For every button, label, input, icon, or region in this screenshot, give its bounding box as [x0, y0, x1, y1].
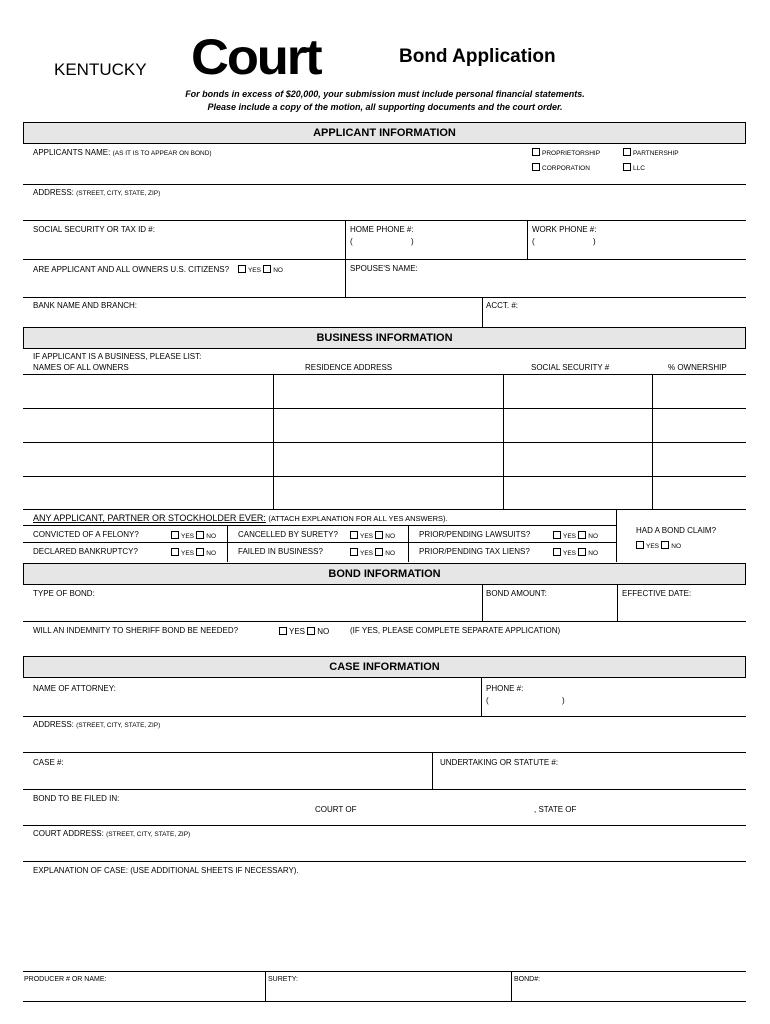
bond-amount-label: BOND AMOUNT:: [486, 589, 547, 598]
lawsuits-yes-checkbox[interactable]: [553, 531, 561, 539]
failed-options: YES NO: [350, 548, 395, 558]
felony-options: YES NO: [171, 531, 216, 541]
table-row[interactable]: [23, 408, 746, 409]
felony-question: CONVICTED OF A FELONY?: [33, 530, 139, 539]
ssn-label: SOCIAL SECURITY OR TAX ID #:: [33, 225, 155, 234]
bond-section-header: BOND INFORMATION: [23, 563, 746, 585]
attorney-label: NAME OF ATTORNEY:: [33, 684, 116, 693]
note-line-1: For bonds in excess of $20,000, your submission must include personal financial statements.: [185, 89, 585, 99]
surety-label: SURETY:: [268, 976, 298, 983]
attorney-phone-paren-open: (: [486, 696, 489, 705]
note-line-2: Please include a copy of the motion, all supporting documents and the court order.: [207, 102, 563, 112]
case-section-header: CASE INFORMATION: [23, 656, 746, 678]
felony-no-checkbox[interactable]: [196, 531, 204, 539]
effective-date-label: EFFECTIVE DATE:: [622, 589, 692, 598]
partnership-checkbox[interactable]: [623, 148, 631, 156]
owners-label-2: NAMES OF ALL OWNERS: [33, 363, 129, 372]
court-of-label: COURT OF: [315, 805, 357, 814]
entity-corporation[interactable]: CORPORATION: [532, 163, 590, 173]
indemnity-hint: (IF YES, PLEASE COMPLETE SEPARATE APPLICATION): [350, 626, 561, 635]
state-of-label: , STATE OF: [534, 805, 577, 814]
work-phone-label: WORK PHONE #:: [532, 225, 597, 234]
citizen-yes-checkbox[interactable]: [238, 265, 246, 273]
spouse-label: SPOUSE'S NAME:: [350, 264, 418, 273]
work-phone-paren-close: ): [593, 237, 596, 246]
failed-no-checkbox[interactable]: [375, 548, 383, 556]
table-row[interactable]: [23, 476, 746, 477]
bankruptcy-question: DECLARED BANKRUPTCY?: [33, 547, 138, 556]
llc-checkbox[interactable]: [623, 163, 631, 171]
indemnity-options: YES NO: [279, 627, 329, 636]
bond-claim-no-checkbox[interactable]: [661, 541, 669, 549]
work-phone-paren-open: (: [532, 237, 535, 246]
bankruptcy-options: YES NO: [171, 548, 216, 558]
failed-question: FAILED IN BUSINESS?: [238, 547, 323, 556]
corporation-checkbox[interactable]: [532, 163, 540, 171]
felony-yes-checkbox[interactable]: [171, 531, 179, 539]
bond-type-label: TYPE OF BOND:: [33, 589, 95, 598]
business-section-header: BUSINESS INFORMATION: [23, 327, 746, 349]
producer-label: PRODUCER # OR NAME:: [24, 976, 107, 983]
court-logo: Court: [191, 29, 321, 85]
case-address-label: ADDRESS: (STREET, CITY, STATE, ZIP): [33, 720, 161, 729]
attorney-phone-paren-close: ): [562, 696, 565, 705]
col-residence-address: RESIDENCE ADDRESS: [305, 363, 393, 372]
acct-label: ACCT. #:: [486, 301, 519, 310]
indemnity-no-checkbox[interactable]: [307, 627, 315, 635]
indemnity-yes-checkbox[interactable]: [279, 627, 287, 635]
bankruptcy-yes-checkbox[interactable]: [171, 548, 179, 556]
lawsuits-question: PRIOR/PENDING LAWSUITS?: [419, 530, 531, 539]
entity-partnership[interactable]: PARTNERSHIP: [623, 148, 679, 158]
bank-label: BANK NAME AND BRANCH:: [33, 301, 138, 310]
col-ownership: % OWNERSHIP: [668, 363, 727, 372]
attorney-phone-label: PHONE #:: [486, 684, 524, 693]
entity-proprietorship[interactable]: PROPRIETORSHIP: [532, 148, 600, 158]
indemnity-question: WILL AN INDEMNITY TO SHERIFF BOND BE NEEDED?: [33, 626, 239, 635]
table-row[interactable]: [23, 442, 746, 443]
applicant-address-label: ADDRESS: (STREET, CITY, STATE, ZIP): [33, 188, 161, 197]
undertaking-label: UNDERTAKING OR STATUTE #:: [440, 758, 559, 767]
entity-llc[interactable]: LLC: [623, 163, 645, 173]
bond-claim-question: HAD A BOND CLAIM?: [636, 526, 717, 535]
tax-liens-no-checkbox[interactable]: [578, 548, 586, 556]
any-applicant-label: ANY APPLICANT, PARTNER OR STOCKHOLDER EVER: (ATTACH EXPLANATION FOR ALL YES ANSWERS).: [33, 513, 448, 523]
bankruptcy-no-checkbox[interactable]: [196, 548, 204, 556]
state-label: KENTUCKY: [54, 60, 147, 79]
explanation-label: EXPLANATION OF CASE: (USE ADDITIONAL SHEETS IF NECESSARY).: [33, 866, 299, 875]
home-phone-label: HOME PHONE #:: [350, 225, 414, 234]
bond-number-label: BOND#:: [514, 976, 541, 983]
failed-yes-checkbox[interactable]: [350, 548, 358, 556]
citizen-no-checkbox[interactable]: [263, 265, 271, 273]
cancelled-options: YES NO: [350, 531, 395, 541]
lawsuits-options: YES NO: [553, 531, 598, 541]
form-title: Bond Application: [399, 46, 556, 67]
cancelled-yes-checkbox[interactable]: [350, 531, 358, 539]
tax-liens-options: YES NO: [553, 548, 598, 558]
proprietorship-checkbox[interactable]: [532, 148, 540, 156]
applicant-section-header: APPLICANT INFORMATION: [23, 122, 746, 144]
filed-in-label: BOND TO BE FILED IN:: [33, 794, 120, 803]
home-phone-paren-close: ): [411, 237, 414, 246]
col-social-security: SOCIAL SECURITY #: [531, 363, 610, 372]
bond-claim-options: YES NO: [636, 541, 681, 551]
tax-liens-yes-checkbox[interactable]: [553, 548, 561, 556]
applicant-name-label: APPLICANTS NAME: (AS IT IS TO APPEAR ON BOND): [33, 148, 212, 157]
owners-label-1: IF APPLICANT IS A BUSINESS, PLEASE LIST:: [33, 352, 202, 361]
cancelled-no-checkbox[interactable]: [375, 531, 383, 539]
bond-claim-yes-checkbox[interactable]: [636, 541, 644, 549]
citizen-question: ARE APPLICANT AND ALL OWNERS U.S. CITIZENS? YES NO: [33, 265, 283, 274]
cancelled-question: CANCELLED BY SURETY?: [238, 530, 338, 539]
tax-liens-question: PRIOR/PENDING TAX LIENS?: [419, 547, 530, 556]
court-address-label: COURT ADDRESS: (STREET, CITY, STATE, ZIP): [33, 829, 191, 838]
home-phone-paren-open: (: [350, 237, 353, 246]
lawsuits-no-checkbox[interactable]: [578, 531, 586, 539]
case-number-label: CASE #:: [33, 758, 64, 767]
